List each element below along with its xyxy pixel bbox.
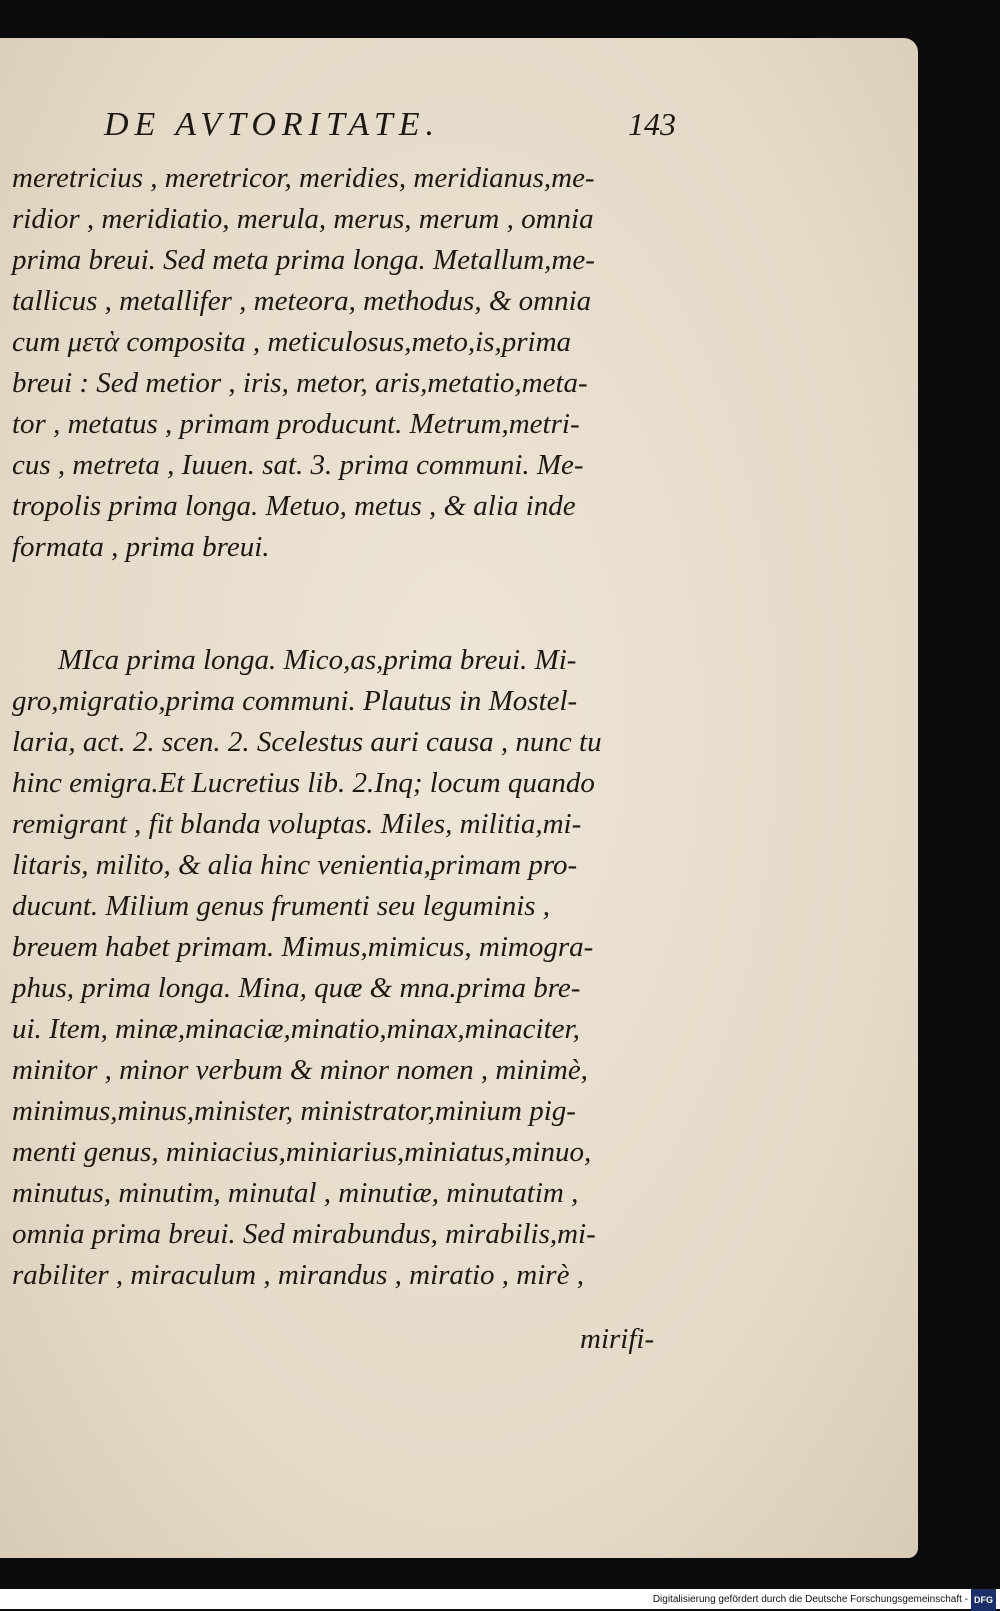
text-line: gro,migratio,prima communi. Plautus in Mostel- [12,685,578,717]
book-page [0,38,918,1558]
text-line: minimus,minus,minister, ministrator,minium pig- [12,1095,576,1127]
text-line: meretricius , meretricor, meridies, meridianus,me- [12,162,595,194]
text-line: breuem habet primam. Mimus,mimicus, mimogra- [12,931,594,963]
running-head: DE AVTORITATE. [104,106,441,143]
credit-text: Digitalisierung gefördert durch die Deutsche Forschungsgemeinschaft - [652,1594,968,1605]
text-line: laria, act. 2. scen. 2. Scelestus auri causa , nunc tu [12,726,602,758]
text-line: minutus, minutim, minutal , minutiæ, minutatim , [12,1177,579,1209]
text-line: hinc emigra.Et Lucretius lib. 2.Inq; locum quando [12,767,595,799]
paragraph-2 [12,640,672,1296]
text-line: rabiliter , miraculum , mirandus , miratio , mirè , [12,1259,584,1291]
text-line: cus , metreta , Iuuen. sat. 3. prima communi. Me- [12,449,584,481]
catchword: mirifi- [580,1323,655,1355]
text-line: tor , metatus , primam producunt. Metrum,metri- [12,408,580,440]
text-line: MIca prima longa. Mico,as,prima breui. Mi- [58,644,577,676]
text-line: litaris, milito, & alia hinc venientia,primam pro- [12,849,578,881]
text-line: remigrant , fit blanda voluptas. Miles, militia,mi- [12,808,582,840]
paragraph-1 [12,158,672,568]
text-line: ridior , meridiatio, merula, merus, merum , omnia [12,203,594,235]
text-line: cum μετὰ composita , meticulosus,meto,is,prima [12,326,572,358]
page-header [0,102,918,152]
dfg-logo: DFG [971,1589,996,1611]
text-line: tropolis prima longa. Metuo, metus , & alia inde [12,490,576,522]
text-line: menti genus, miniacius,miniarius,miniatus,minuo, [12,1136,592,1168]
text-line: ui. Item, minæ,minaciæ,minatio,minax,minaciter, [12,1013,580,1045]
text-line: omnia prima breui. Sed mirabundus, mirabilis,mi- [12,1218,596,1250]
digitization-credit [0,1589,1000,1609]
text-line: prima breui. Sed meta prima longa. Metallum,me- [12,244,595,276]
page-number: 143 [628,106,676,142]
text-line: phus, prima longa. Mina, quæ & mna.prima bre- [12,972,581,1004]
text-line: formata , prima breui. [12,531,270,563]
text-line: ducunt. Milium genus frumenti seu leguminis , [12,890,551,922]
text-line: breui : Sed metior , iris, metor, aris,metatio,meta- [12,367,588,399]
text-line: minitor , minor verbum & minor nomen , minimè, [12,1054,588,1086]
text-line: tallicus , metallifer , meteora, methodus, & omnia [12,285,592,317]
